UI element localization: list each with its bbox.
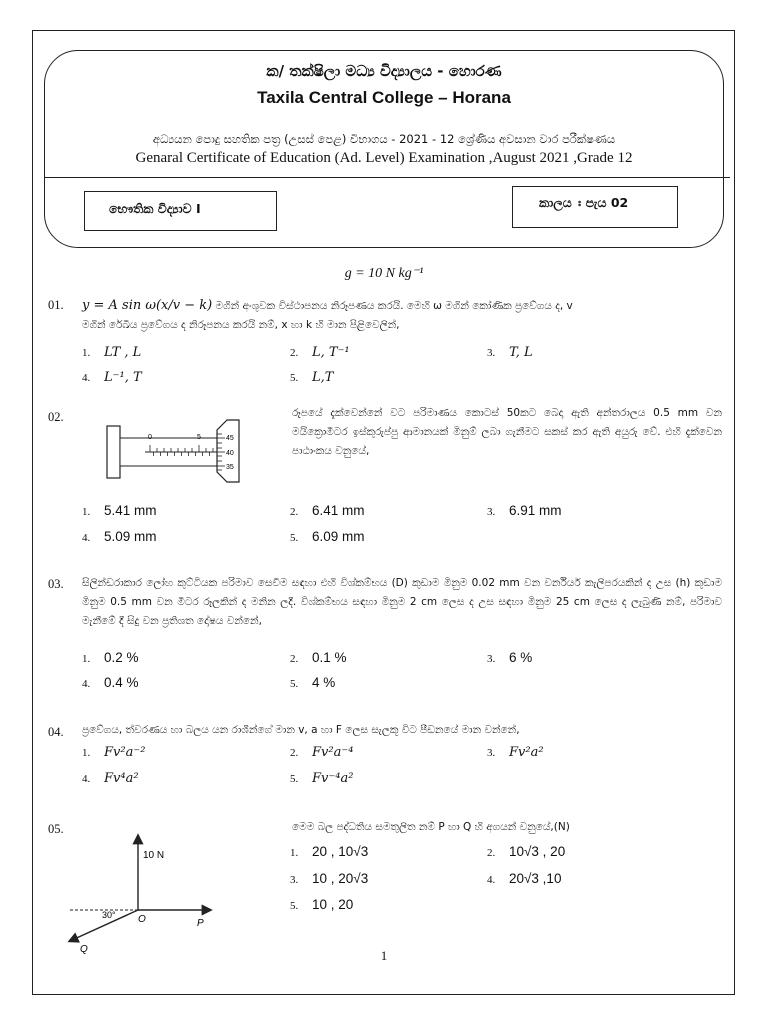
circular-scale-35: 35 bbox=[226, 464, 234, 471]
circular-scale-45: 45 bbox=[226, 435, 234, 442]
question-number: 04. bbox=[48, 725, 64, 739]
question-text: රූපයේ දැක්වෙන්නේ වට පරිමාණය කොටස් 50කට බෙදා ඇති අන්තරාලය 0.5 mm වන මයික්‍රොමීටර ඉස්කුරුප්පු ආමානයක් මිනුම් ලබා ගැනීමට සකස් කර ඇති අයුරු වේ. එහි දැක්වෙන පාඨාංකය වනුයේ, bbox=[292, 407, 722, 457]
option-4: 4. L⁻¹, T bbox=[82, 370, 142, 385]
circular-scale-40: 40 bbox=[226, 450, 234, 457]
option-4: 4. 5.09 mm bbox=[82, 529, 157, 544]
option-3: 3. 6 % bbox=[487, 650, 533, 665]
option-3: 3. 6.91 mm bbox=[487, 503, 562, 518]
subject-box: භෞතික විද්‍යාව I bbox=[84, 191, 277, 231]
option-5: 5. 10 , 20 bbox=[290, 897, 354, 912]
force-label-10n: 10 N bbox=[143, 850, 165, 861]
school-name-english: Taxila Central College – Horana bbox=[257, 88, 511, 107]
option-2: 2. L, T⁻¹ bbox=[290, 345, 350, 360]
option-3: 3. Fv²a² bbox=[487, 745, 544, 760]
question-text-line-1: මගින් අංශුවක විස්ථාපනය නිරූපණය කරයි. මෙහි ω මගින් කෝණික ප්‍රවේගය ද, v bbox=[215, 300, 573, 312]
micrometer-diagram bbox=[105, 412, 245, 488]
question-number: 01. bbox=[48, 298, 64, 312]
option-4: 4. 20√3 ,10 bbox=[487, 871, 562, 886]
question-number: 03. bbox=[48, 577, 64, 591]
question-number: 02. bbox=[48, 410, 64, 424]
option-2: 2. 10√3 , 20 bbox=[487, 844, 566, 859]
option-1: 1. 5.41 mm bbox=[82, 503, 157, 518]
option-2: 2. 0.1 % bbox=[290, 650, 347, 665]
question-number: 05. bbox=[48, 822, 64, 836]
option-3: 3. 10 , 20√3 bbox=[290, 871, 369, 886]
main-scale-label-0: 0 bbox=[148, 434, 152, 441]
school-name-sinhala: ක/ තක්ෂිලා මධ්‍ය විද්‍යාලය - හොරණ bbox=[266, 62, 502, 80]
gravity-value: g = 10 N kg⁻¹ bbox=[344, 266, 424, 281]
question-text-line-2: මගින් රේඛීය ප්‍රවේගය ද නිරූපනය කරයි නම්, x හා k හි මාන පිළිවෙලින්, bbox=[82, 319, 400, 331]
question-text bbox=[82, 296, 722, 335]
option-4: 4. Fv⁴a² bbox=[82, 771, 139, 786]
wave-equation: y = A sin ω(x/v − k) bbox=[82, 298, 213, 313]
question-text: ප්‍රවේගය, ත්වරණය හා බලය යන රාශීන්ගේ මාන v, a හා F ලෙස සැලකූ විට පීඩනයේ මාන වන්නේ, bbox=[82, 724, 520, 736]
exam-title-english: Genaral Certificate of Education (Ad. Level) Examination ,August 2021 ,Grade 12 bbox=[135, 150, 633, 166]
question-text: සිලින්ඩරාකාර ලෝහ කුට්ටියක පරිමාව සෙවීම සඳහා එහි විශ්කම්භය (D) කුඩාම මිනුම 0.02 mm වන වර්නියර් කැලිපරයකින් ද උස (h) කුඩාම මිනුම 0.5 mm වන මීටර රූලකින් ද මනින ලදී. විශ්කම්භය සඳහා මිනුම 2 cm ලෙස ද උස සඳහා මිනුම 25 cm ලෙස ද ලැබුණි නම්, පරිමාව මැනීමේ දී සිදු වන ප්‍රතිශත දෝෂය වන්නේ, bbox=[82, 577, 722, 627]
force-p-label: P bbox=[197, 918, 204, 929]
time-box: කාලය ඃ පැය 02 bbox=[512, 186, 678, 228]
option-3: 3. T, L bbox=[487, 345, 533, 360]
main-scale-label-5: 5 bbox=[197, 434, 201, 441]
force-diagram bbox=[62, 826, 232, 956]
option-5: 5. Fv⁻⁴a² bbox=[290, 771, 354, 786]
question-text: මෙම බල පද්ධතිය සමතුලිත නම් P හා Q හි අගයන් වනුයේ,(N) bbox=[292, 821, 570, 833]
option-1: 1. 20 , 10√3 bbox=[290, 844, 369, 859]
option-4: 4. 0.4 % bbox=[82, 675, 139, 690]
exam-title-sinhala: අධ්‍යයන පොදු සහතික පත්‍ර (උසස් පෙළ) විභාගය - 2021 - 12 ශ්‍රේණිය අවසාන වාර පරීක්ෂණය bbox=[152, 132, 616, 146]
option-5: 5. 4 % bbox=[290, 675, 336, 690]
origin-label: O bbox=[138, 914, 146, 925]
option-2: 2. Fv²a⁻⁴ bbox=[290, 745, 354, 760]
force-q-label: Q bbox=[80, 944, 88, 955]
option-2: 2. 6.41 mm bbox=[290, 503, 365, 518]
page-number: 1 bbox=[380, 948, 388, 963]
option-5: 5. L,T bbox=[290, 370, 334, 385]
header-divider bbox=[44, 177, 730, 178]
option-5: 5. 6.09 mm bbox=[290, 529, 365, 544]
option-1: 1. LT , L bbox=[82, 345, 142, 360]
angle-label: 30° bbox=[102, 910, 116, 920]
option-1: 1. Fv²a⁻² bbox=[82, 745, 146, 760]
option-1: 1. 0.2 % bbox=[82, 650, 139, 665]
